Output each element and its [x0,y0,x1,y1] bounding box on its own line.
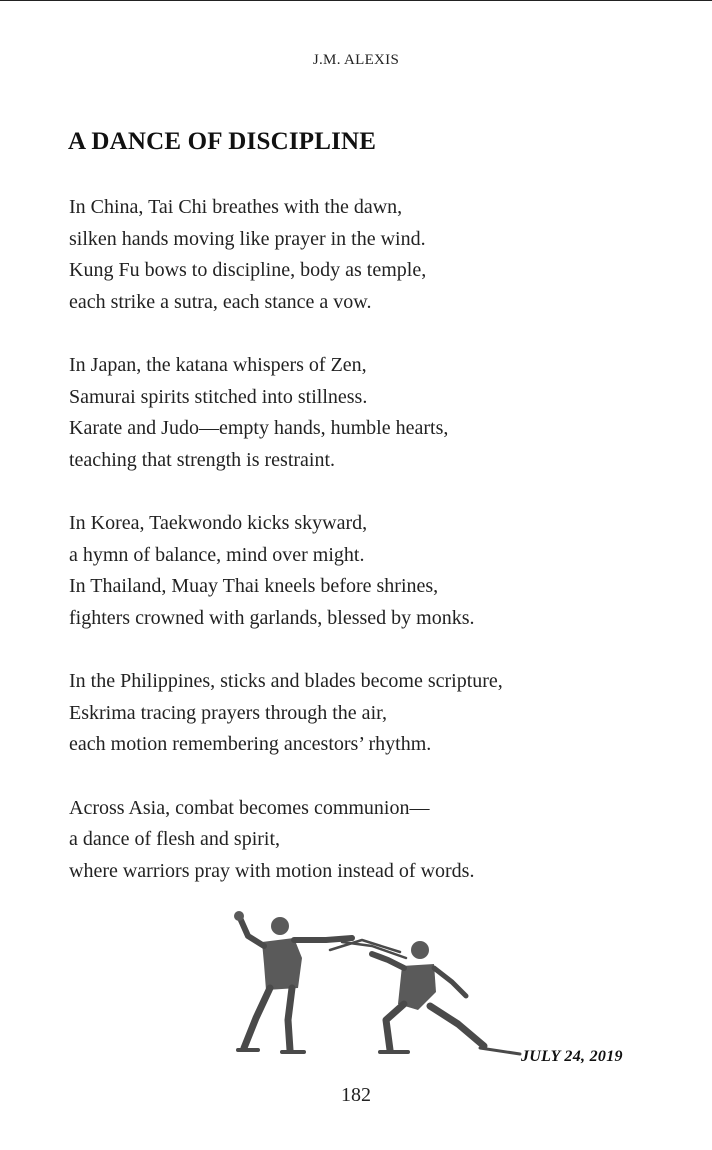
poem-line: In Japan, the katana whispers of Zen, [69,354,367,376]
stanza [69,508,689,634]
poem-line: Across Asia, combat becomes communion— [69,796,430,819]
fencers-illustration-icon [222,908,522,1064]
stanza [69,666,689,761]
stanza [69,793,689,888]
running-header-author: J.M. ALEXIS [312,52,400,68]
poem-line: In China, Tai Chi breathes with the dawn, [69,196,403,218]
poem-line: a hymn of balance, mind over might. [69,543,365,566]
poem-line: In the Philippines, sticks and blades become scripture, [69,670,503,692]
poem-line: a dance of flesh and spirit, [69,828,281,850]
stanza [69,350,689,476]
poem-line: silken hands moving like prayer in the wind. [69,227,426,250]
poem-title: A DANCE OF DISCIPLINE [68,128,377,155]
poem-line: teaching that strength is restraint. [69,448,336,471]
poem-line: Karate and Judo—empty hands, humble hearts, [69,417,449,439]
poem-line: each strike a sutra, each stance a vow. [69,290,372,313]
poem-line: Kung Fu bows to discipline, body as temple, [69,259,427,281]
poem-date: JULY 24, 2019 [521,1048,623,1065]
poem-line: In Thailand, Muay Thai kneels before shrines, [69,575,439,597]
stanza [69,192,689,318]
poem-body [69,192,689,919]
top-rule [0,0,712,1]
poem-line: Eskrima tracing prayers through the air, [69,701,387,724]
poem-line: where warriors pray with motion instead of words. [69,859,475,882]
poem-line: In Korea, Taekwondo kicks skyward, [69,512,368,534]
page-number: 182 [341,1084,371,1106]
poem-line: fighters crowned with garlands, blessed by monks. [69,606,475,629]
poem-line: Samurai spirits stitched into stillness. [69,385,368,408]
poem-line: each motion remembering ancestors’ rhythm. [69,733,432,755]
